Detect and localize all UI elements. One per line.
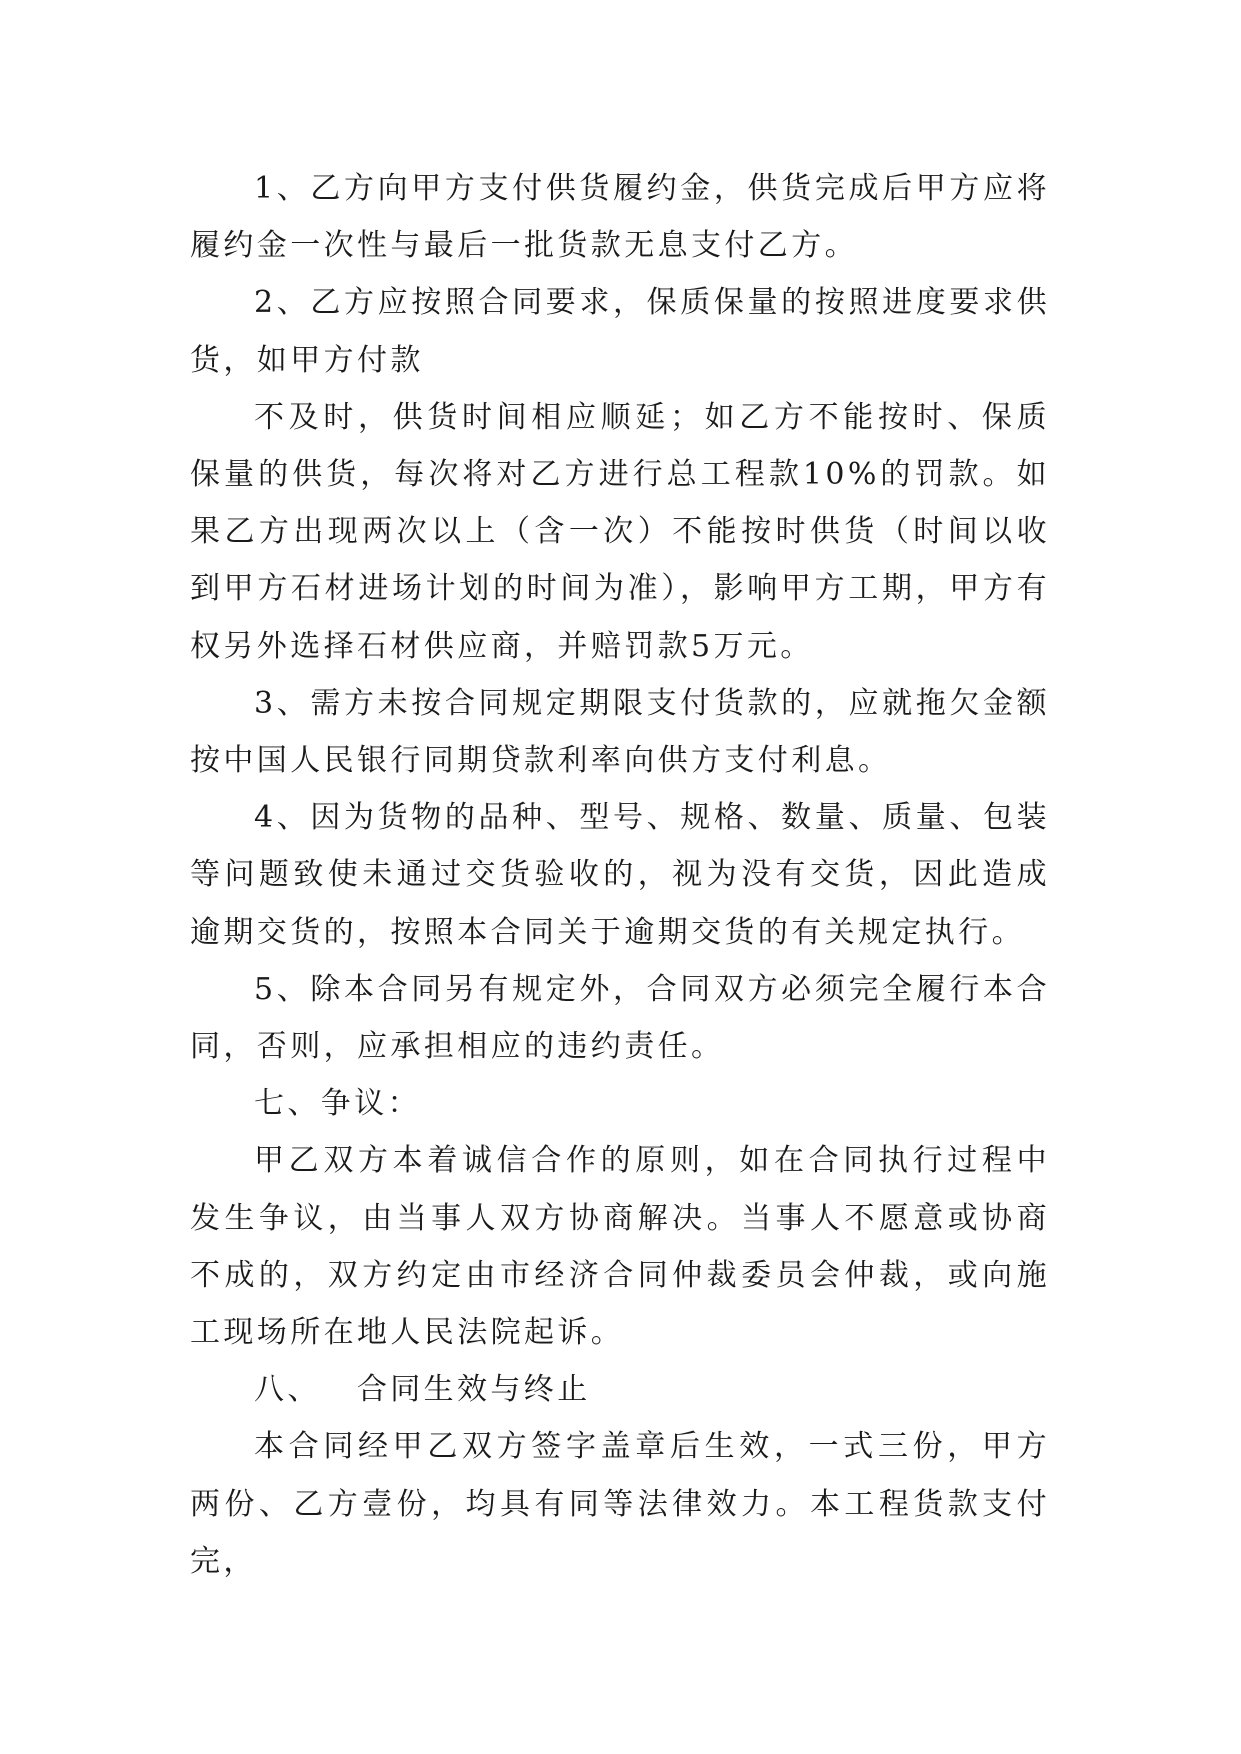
paragraph-performance-bond: 1、乙方向甲方支付供货履约金，供货完成后甲方应将履约金一次性与最后一批货款无息支付乙方。 (190, 171, 1050, 264)
section-title: 合同生效与终止 (356, 1372, 591, 1408)
document-body (190, 160, 1050, 1590)
paragraph-acceptance-failure: 4、因为货物的品种、型号、规格、数量、质量、包装等问题致使未通过交货验收的，视为没有交货，因此造成逾期交货的，按照本合同关于逾期交货的有关规定执行。 (190, 800, 1050, 950)
section-heading-dispute: 七、争议： (254, 1086, 421, 1122)
paragraph-dispute-resolution: 甲乙双方本着诚信合作的原则，如在合同执行过程中发生争议，由当事人双方协商解决。当事人不愿意或协商不成的，双方约定由市经济合同仲裁委员会仲裁，或向施工现场所在地人民法院起诉。 (190, 1143, 1050, 1351)
paragraph-late-payment-interest: 3、需方未按合同规定期限支付货款的，应就拖欠金额按中国人民银行同期贷款利率向供方支付利息。 (190, 685, 1050, 779)
paragraph-late-supply-penalty: 不及时，供货时间相应顺延；如乙方不能按时、保质保量的供货，每次将对乙方进行总工程款10%的罚款。如果乙方出现两次以上（含一次）不能按时供货（时间以收到甲方石材进场计划的时间为准），影响甲方工期，甲方有权另外选择石材供应商，并赔罚款5万元。 (190, 399, 1050, 664)
paragraph-supply-requirements: 2、乙方应按照合同要求，保质保量的按照进度要求供货，如甲方付款 (190, 285, 1050, 378)
paragraph-breach-liability: 5、除本合同另有规定外，合同双方必须完全履行本合同，否则，应承担相应的违约责任。 (190, 971, 1050, 1065)
section-number: 八、 (254, 1372, 321, 1408)
paragraph-contract-effect: 本合同经甲乙双方签字盖章后生效，一式三份，甲方两份、乙方壹份，均具有同等法律效力。本工程货款支付完， (190, 1429, 1050, 1579)
section-heading-effect-termination (190, 1361, 1050, 1418)
